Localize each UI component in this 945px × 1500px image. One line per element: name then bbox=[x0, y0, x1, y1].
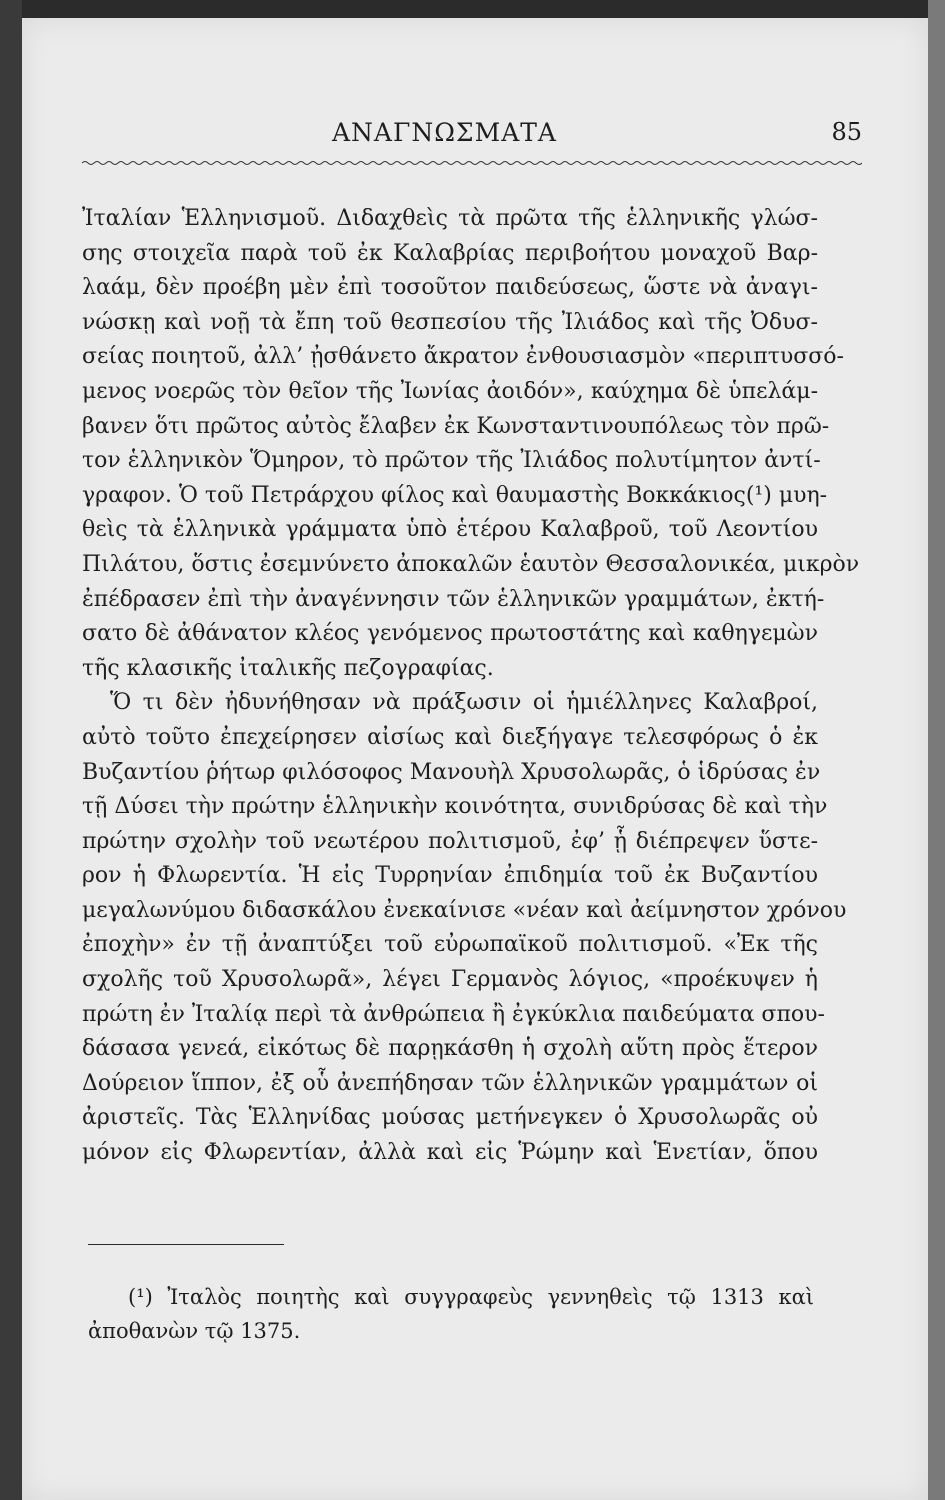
text-line: ἐποχὴν» ἐν τῇ ἀναπτύξει τοῦ εὐρωπαϊκοῦ πολιτισμοῦ. «Ἐκ τῆς bbox=[82, 932, 818, 958]
running-title: ΑΝΑΓΝΩΣΜΑΤΑ bbox=[332, 118, 557, 147]
text-line: ρον ἡ Φλωρεντία. Ἡ εἰς Τυρρηνίαν ἐπιδημία τοῦ ἐκ Βυζαντίου bbox=[82, 863, 818, 889]
footnote bbox=[88, 1280, 814, 1348]
text-line: δάσασα γενεά, εἰκότως δὲ παρῃκάσθη ἡ σχολὴ αὕτη πρὸς ἕτερον bbox=[82, 1036, 818, 1062]
text-line: Δούρειον ἵππον, ἐξ οὗ ἀνεπήδησαν τῶν ἑλληνικῶν γραμμάτων οἱ bbox=[82, 1070, 818, 1096]
text-line: πρώτην σχολὴν τοῦ νεωτέρου πολιτισμοῦ, ἐφ’ ᾗ διέπρεψεν ὕστε- bbox=[82, 828, 818, 854]
text-line: ἀριστεῖς. Τὰς Ἑλληνίδας μούσας μετήνεγκεν ὁ Χρυσολωρᾶς οὐ bbox=[82, 1105, 818, 1131]
text-line: σχολῆς τοῦ Χρυσολωρᾶ», λέγει Γερμανὸς λόγιος, «προέκυψεν ἡ bbox=[82, 967, 818, 993]
footnote-divider bbox=[88, 1244, 284, 1245]
text-line: τῇ Δύσει τὴν πρώτην ἑλληνικὴν κοινότητα, συνιδρύσας δὲ καὶ τὴν bbox=[82, 794, 828, 820]
page-header bbox=[82, 114, 862, 174]
text-line: μόνον εἰς Φλωρεντίαν, ἀλλὰ καὶ εἰς Ῥώμην καὶ Ἑνετίαν, ὅπου bbox=[82, 1140, 818, 1166]
book-page bbox=[22, 18, 928, 1500]
text-line: μεγαλωνύμου διδασκάλου ἐνεκαίνισε «νέαν καὶ ἀείμνηστον χρόνου bbox=[82, 897, 847, 923]
text-line: Ὅ τι δὲν ἠδυνήθησαν νὰ πράξωσιν οἱ ἡμιέλληνες Καλαβροί, bbox=[110, 690, 818, 716]
text-line: σείας ποιητοῦ, ἀλλ’ ᾐσθάνετο ἄκρατον ἐνθουσιασμὸν «περιπτυσσό- bbox=[82, 344, 844, 370]
text-line: τῆς κλασικῆς ἰταλικῆς πεζογραφίας. bbox=[82, 655, 494, 681]
text-line: σης στοιχεῖα παρὰ τοῦ ἐκ Καλαβρίας περιβοήτου μοναχοῦ Βαρ- bbox=[82, 240, 818, 266]
text-line: ἐπέδρασεν ἐπὶ τὴν ἀναγέννησιν τῶν ἑλληνικῶν γραμμάτων, ἐκτή- bbox=[82, 586, 825, 612]
text-line: Πιλάτου, ὅστις ἐσεμνύνετο ἀποκαλῶν ἑαυτὸν Θεσσαλονικέα, μικρὸν bbox=[82, 551, 860, 577]
text-line: Βυζαντίου ῥήτωρ φιλόσοφος Μανουὴλ Χρυσολωρᾶς, ὁ ἱδρύσας ἐν bbox=[82, 759, 821, 785]
footnote-line: ἀποθανὼν τῷ 1375. bbox=[88, 1319, 301, 1343]
text-line: τον ἑλληνικὸν Ὅμηρον, τὸ πρῶτον τῆς Ἰλιάδος πολυτίμητον ἀντί- bbox=[82, 448, 821, 474]
scan-right-edge bbox=[928, 0, 945, 1500]
text-line: Ἰταλίαν Ἑλληνισμοῦ. Διδαχθεὶς τὰ πρῶτα τῆς ἑλληνικῆς γλώσ- bbox=[82, 206, 818, 231]
text-line: αὐτὸ τοῦτο ἐπεχείρησεν αἰσίως καὶ διεξήγαγε τελεσφόρως ὁ ἐκ bbox=[82, 724, 818, 750]
text-line: βανεν ὅτι πρῶτος αὐτὸς ἔλαβεν ἐκ Κωνσταντινουπόλεως τὸν πρῶ- bbox=[82, 413, 830, 439]
text-line: γραφον. Ὁ τοῦ Πετράρχου φίλος καὶ θαυμαστὴς Βοκκάκιος(¹) μυη- bbox=[82, 482, 828, 508]
paragraph-2 bbox=[82, 686, 847, 1170]
text-line: μενος νοερῶς τὸν θεῖον τῆς Ἰωνίας ἀοιδόν», καύχημα δὲ ὑπελάμ- bbox=[82, 378, 818, 404]
paragraph-1 bbox=[82, 202, 860, 686]
text-line: νώσκῃ καὶ νοῇ τὰ ἔπη τοῦ θεσπεσίου τῆς Ἰλιάδος καὶ τῆς Ὀδυσ- bbox=[82, 309, 818, 335]
page-number: 85 bbox=[831, 118, 862, 146]
text-line: πρώτη ἐν Ἰταλίᾳ περὶ τὰ ἀνθρώπεια ἢ ἐγκύκλια παιδεύματα σπου- bbox=[82, 1001, 825, 1027]
wavy-header-rule bbox=[82, 160, 862, 166]
main-text bbox=[82, 202, 860, 1171]
text-line: σατο δὲ ἀθάνατον κλέος γενόμενος πρωτοστάτης καὶ καθηγεμὼν bbox=[82, 621, 818, 647]
footnote-line: (¹) Ἰταλὸς ποιητὴς καὶ συγγραφεὺς γεννηθεὶς τῷ 1313 καὶ bbox=[128, 1285, 814, 1309]
text-line: λαάμ, δὲν προέβη μὲν ἐπὶ τοσοῦτον παιδεύσεως, ὥστε νὰ ἀναγι- bbox=[82, 275, 818, 301]
text-line: θεὶς τὰ ἑλληνικὰ γράμματα ὑπὸ ἑτέρου Καλαβροῦ, τοῦ Λεοντίου bbox=[82, 517, 818, 543]
scan-left-edge bbox=[0, 0, 22, 1500]
